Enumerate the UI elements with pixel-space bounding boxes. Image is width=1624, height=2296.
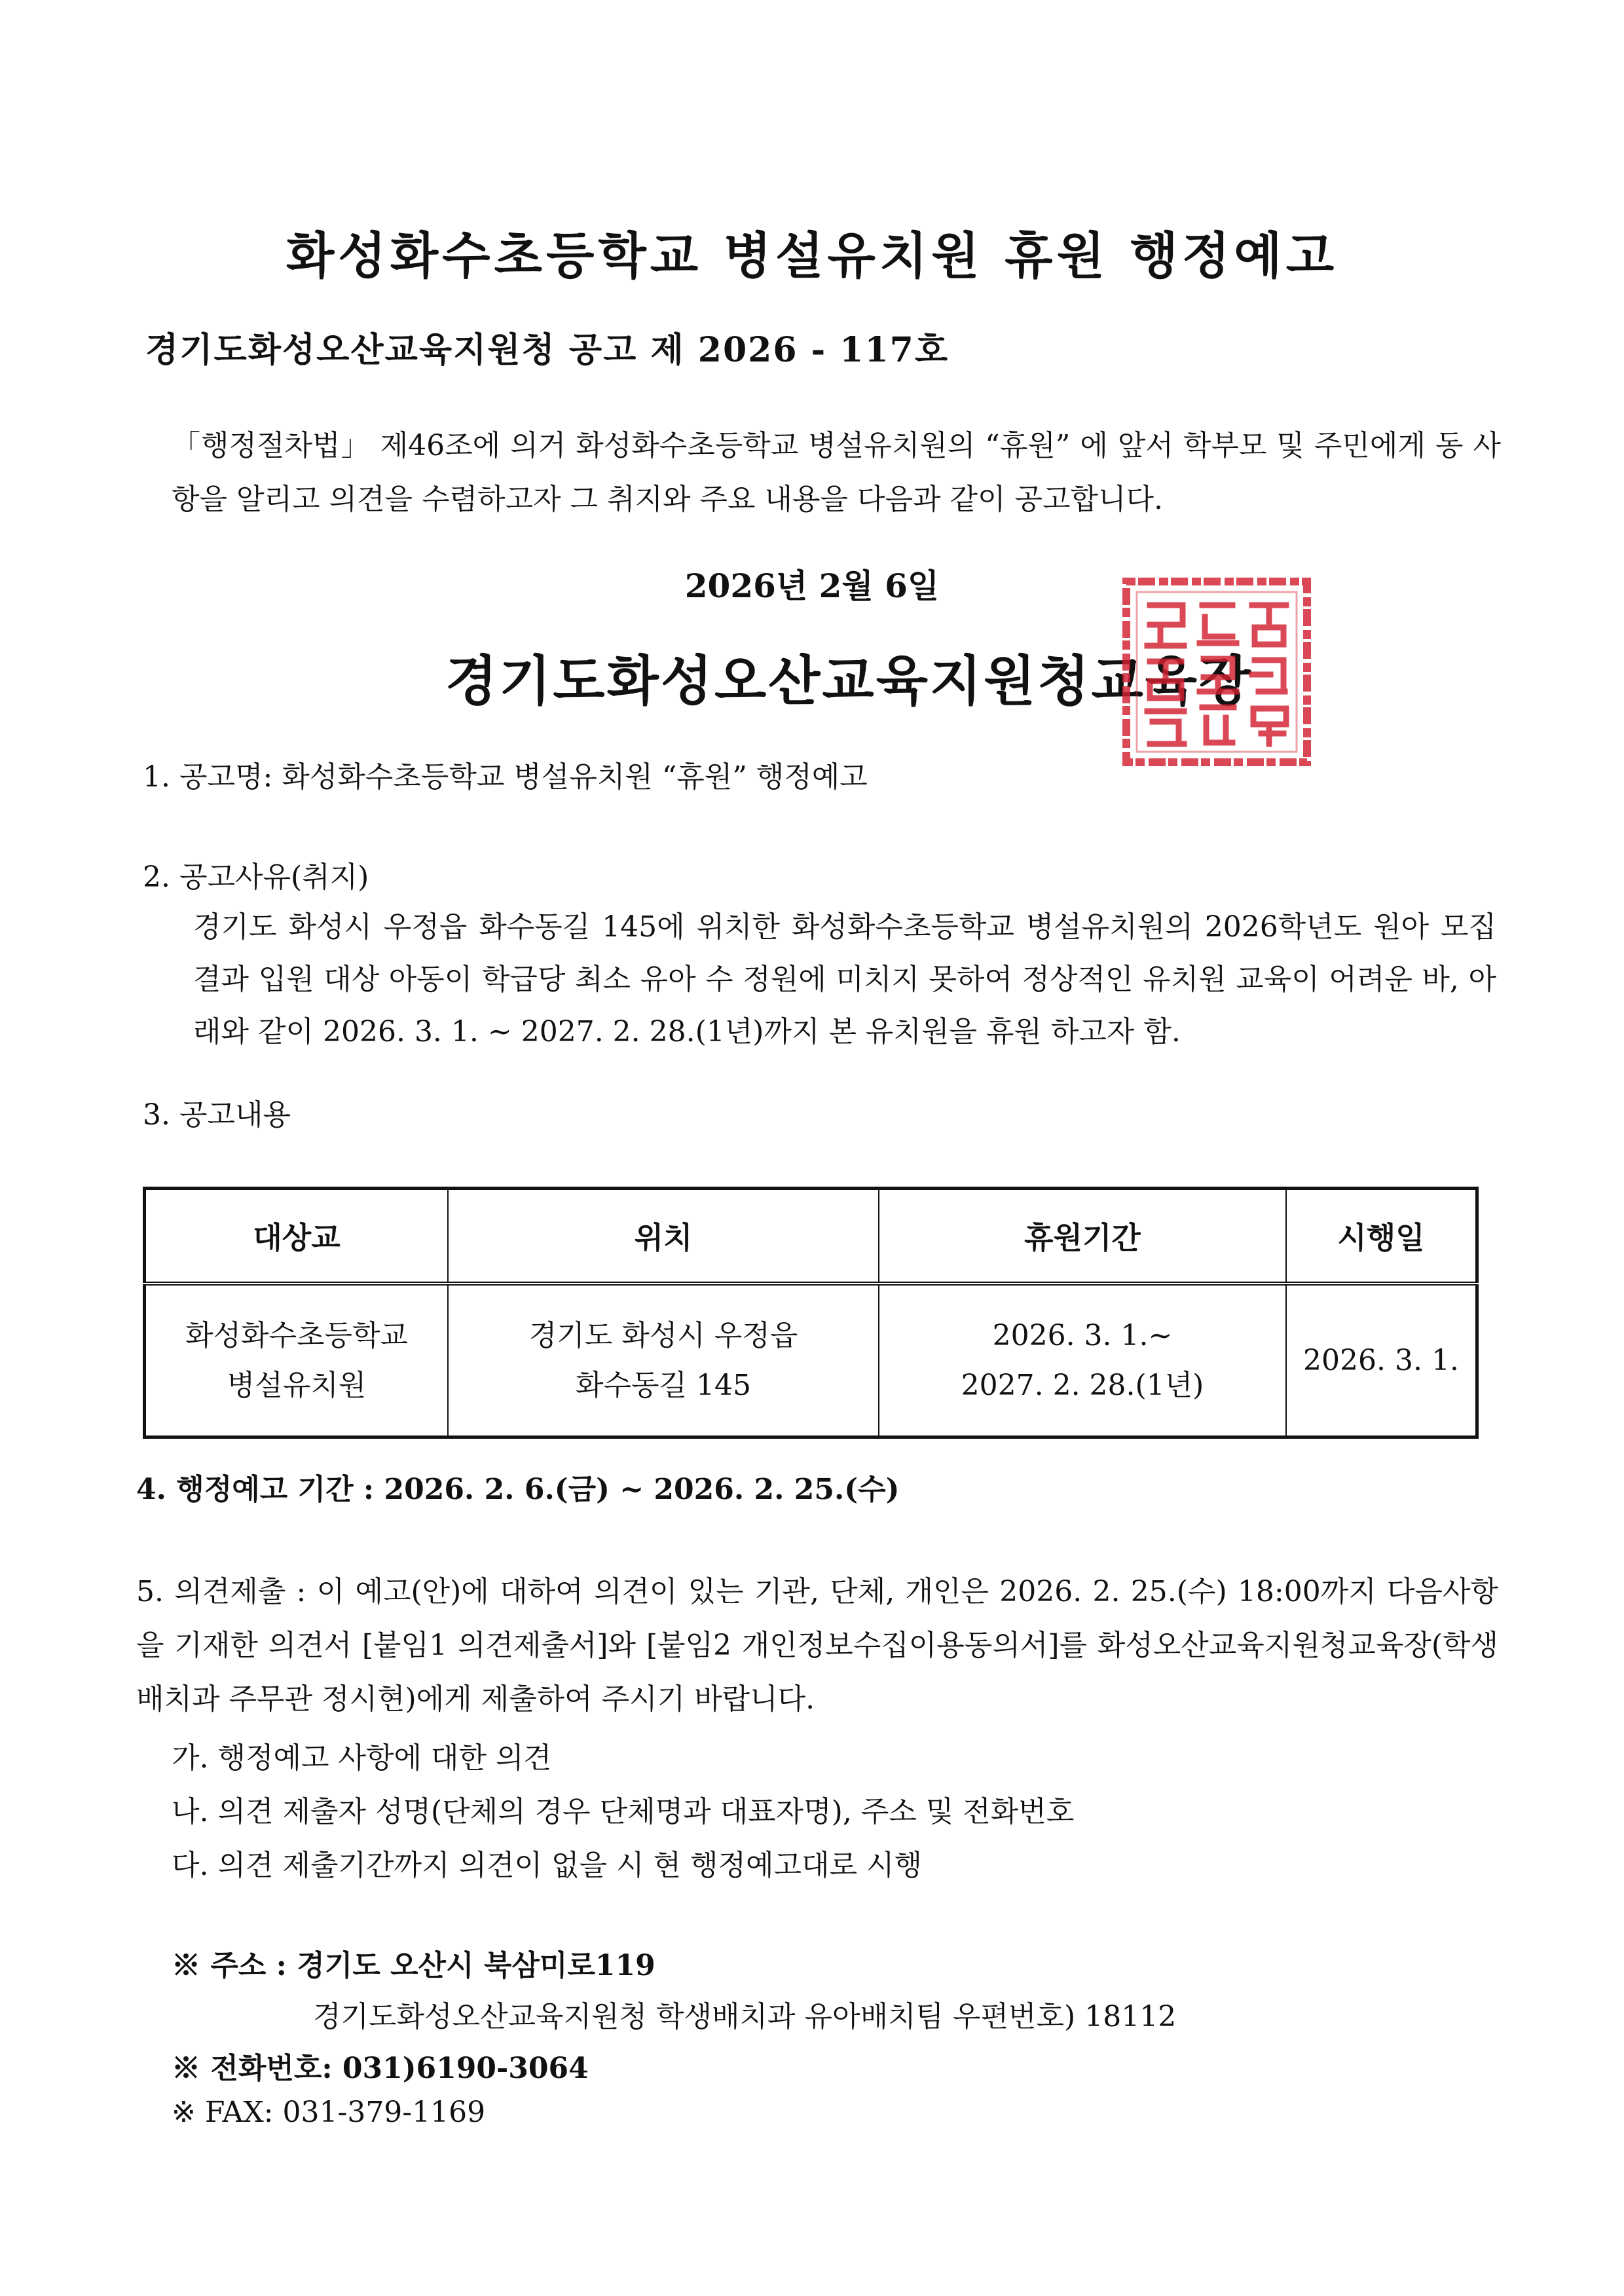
issuer-name: 경기도화성오산교육지원청교육장 (445, 650, 1253, 713)
table-row (145, 1284, 1477, 1437)
cell-location (448, 1284, 879, 1437)
section-5-item-da: 다. 의견 제출기간까지 의견이 없을 시 현 행정예고대로 시행 (172, 1849, 922, 1882)
document-title: 화성화수초등학교 병설유치원 휴원 행정예고 (286, 227, 1338, 285)
table-header-row (145, 1189, 1477, 1284)
header-period: 휴원기간 (879, 1189, 1286, 1284)
header-school: 대상교 (145, 1189, 449, 1284)
section-3-title: 3. 공고내용 (143, 1098, 291, 1132)
location-line-2: 화수동길 145 (576, 1368, 751, 1402)
header-location: 위치 (448, 1189, 879, 1284)
cell-effective-date: 2026. 3. 1. (1286, 1284, 1477, 1437)
section-5-item-ga: 가. 행정예고 사항에 대한 의견 (172, 1741, 551, 1775)
section-2-title: 2. 공고사유(취지) (143, 861, 369, 894)
cell-school (145, 1284, 449, 1437)
contact-phone: ※ 전화번호: 031)6190-3064 (172, 2052, 589, 2085)
section-1-title: 1. 공고명: 화성화수초등학교 병설유치원 “휴원” 행정예고 (143, 760, 868, 794)
contact-address-line-2: 경기도화성오산교육지원청 학생배치과 유아배치팀 우편번호) 18112 (313, 2000, 1177, 2033)
section-5-body: 5. 의견제출 : 이 예고(안)에 대하여 의견이 있는 기관, 단체, 개인은 2026. 2. 25.(수) 18:00까지 다음사항을 기재한 의견서 [붙임1 의견제출서]와 [붙임2 개인정보수집이용동의서]를 화성오산교육지원청교육장(학생배치과 주무관 정시현)에게 제출하여 주시기 바랍니다. (136, 1575, 1498, 1716)
official-seal-stamp (1121, 576, 1312, 768)
section-4-period: 4. 행정예고 기간 : 2026. 2. 6.(금) ~ 2026. 2. 25.(수) (136, 1473, 900, 1506)
contact-fax: ※ FAX: 031-379-1169 (172, 2096, 486, 2129)
school-line-1: 화성화수초등학교 (185, 1318, 409, 1352)
notice-content-table (143, 1187, 1479, 1439)
intro-paragraph: 「행정절차법」 제46조에 의거 화성화수초등학교 병설유치원의 “휴원” 에 앞서 학부모 및 주민에게 동 사항을 알리고 의견을 수렴하고자 그 취지와 주요 내용을 다음과 같이 공고합니다. (172, 429, 1501, 516)
notice-date: 2026년 2월 6일 (684, 566, 940, 605)
header-effective-date: 시행일 (1286, 1189, 1477, 1284)
notice-number: 경기도화성오산교육지원청 공고 제 2026 - 117호 (145, 330, 950, 370)
section-5-item-na: 나. 의견 제출자 성명(단체의 경우 단체명과 대표자명), 주소 및 전화번호 (172, 1795, 1075, 1828)
school-line-2: 병설유치원 (227, 1368, 367, 1402)
contact-address: ※ 주소 : 경기도 오산시 북삼미로119 (172, 1949, 655, 1982)
section-2-body: 경기도 화성시 우정읍 화수동길 145에 위치한 화성화수초등학교 병설유치원의 2026학년도 원아 모집 결과 입원 대상 아동이 학급당 최소 유아 수 정원에 미치지 못하여 정상적인 유치원 교육이 어려운 바, 아래와 같이 2026. 3. 1. ~ 2027. 2. 28.(1년)까지 본 유치원을 휴원 하고자 함. (193, 910, 1496, 1048)
period-line-1: 2026. 3. 1.~ (992, 1318, 1173, 1352)
period-line-2: 2027. 2. 28.(1년) (961, 1368, 1204, 1402)
location-line-1: 경기도 화성시 우정읍 (528, 1318, 798, 1352)
cell-period (879, 1284, 1286, 1437)
